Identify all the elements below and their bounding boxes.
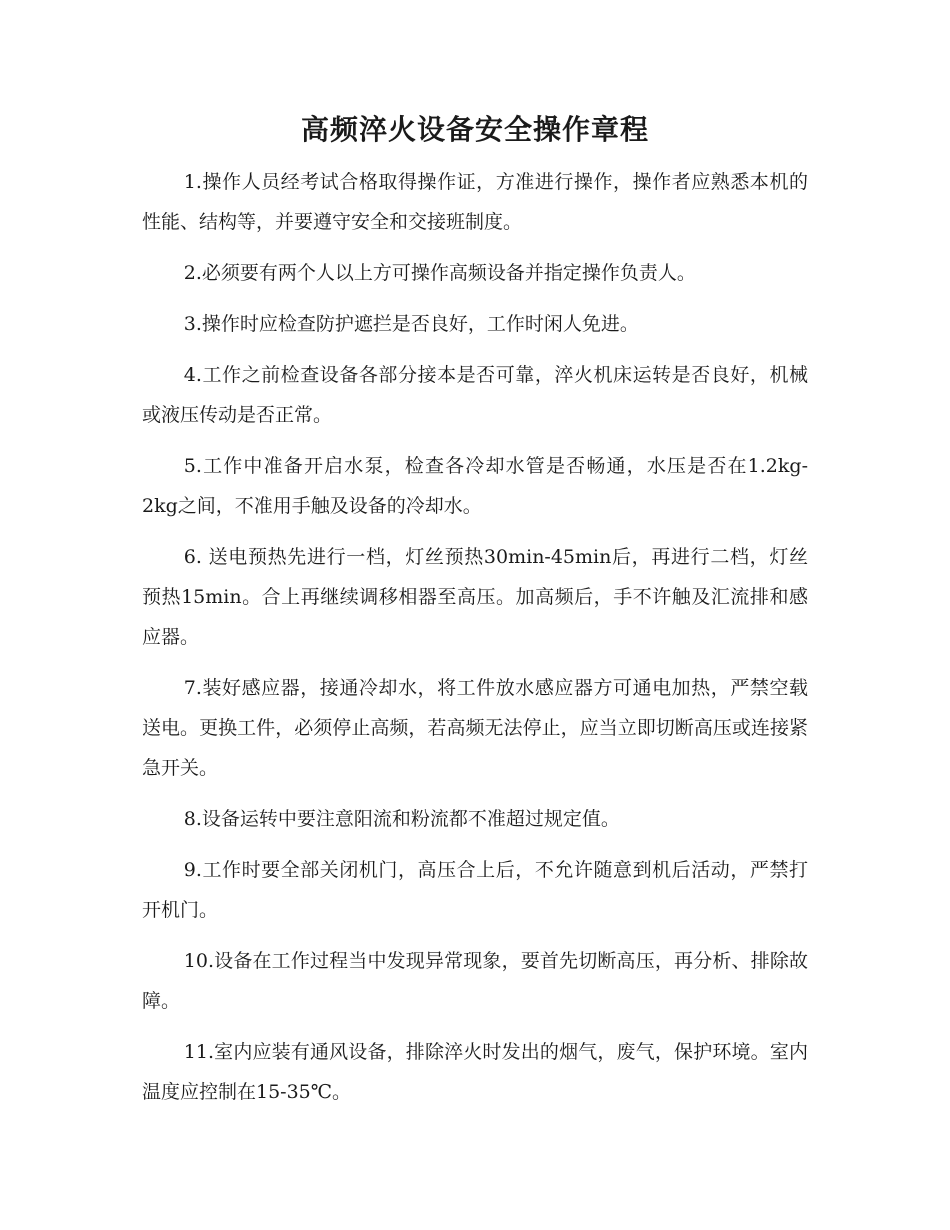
paragraph-10: 10.设备在工作过程当中发现异常现象，要首先切断高压，再分析、排除故障。: [142, 950, 808, 1012]
paragraph-7: 7.装好感应器，接通冷却水，将工件放水感应器方可通电加热，严禁空载送电。更换工件，必须停止高频，若高频无法停止，应当立即切断高压或连接紧急开关。: [142, 677, 808, 779]
document-body: [142, 162, 808, 1123]
paragraph-1: 1.操作人员经考试合格取得操作证，方准进行操作，操作者应熟悉本机的性能、结构等，并要遵守安全和交接班制度。: [142, 171, 808, 233]
paragraph-5: 5.工作中准备开启水泵，检查各冷却水管是否畅通，水压是否在1.2kg-2kg之间，不准用手触及设备的冷却水。: [142, 455, 808, 517]
paragraph-8: 8.设备运转中要注意阳流和粉流都不准超过规定值。: [183, 808, 620, 830]
paragraph-4: 4.工作之前检查设备各部分接本是否可靠，淬火机床运转是否良好，机械或液压传动是否正常。: [142, 364, 808, 426]
paragraph-9: 9.工作时要全部关闭机门，高压合上后，不允许随意到机后活动，严禁打开机门。: [142, 859, 808, 921]
document-title: 高频淬火设备安全操作章程: [300, 113, 649, 146]
paragraph-6: 6. 送电预热先进行一档，灯丝预热30min-45min后，再进行二档，灯丝预热15min。合上再继续调移相器至高压。加高频后，手不许触及汇流排和感应器。: [142, 546, 808, 648]
paragraph-11: 11.室内应装有通风设备，排除淬火时发出的烟气，废气，保护环境。室内温度应控制在15-35℃。: [142, 1041, 808, 1103]
paragraph-3: 3.操作时应检查防护遮拦是否良好，工作时闲人免进。: [183, 313, 639, 335]
paragraph-2: 2.必须要有两个人以上方可操作高频设备并指定操作负责人。: [183, 262, 696, 284]
